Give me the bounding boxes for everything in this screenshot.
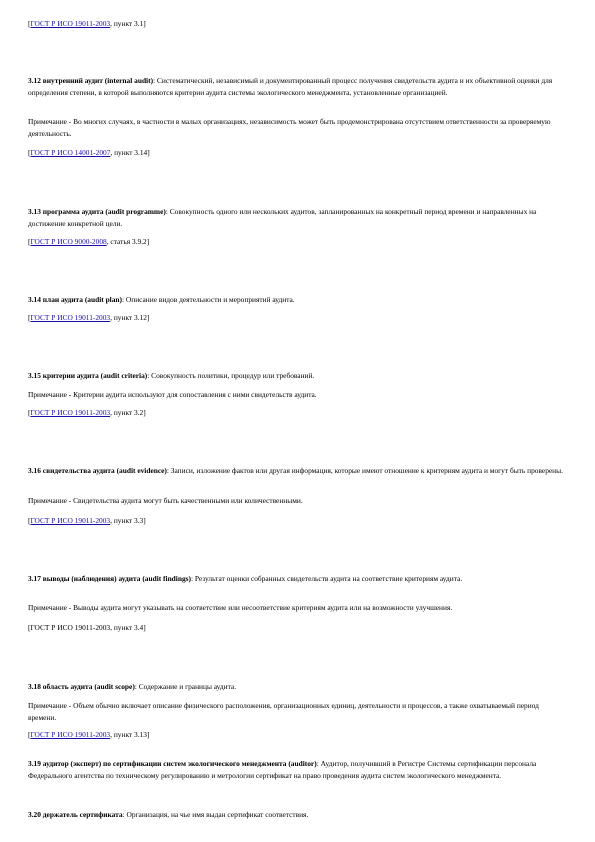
definition-3-15: 3.15 критерии аудита (audit criteria): Совокупность политики, процедур или требований. (28, 371, 315, 380)
definition-3-17: 3.17 выводы (наблюдения) аудита (audit findings): Результат оценки собранных свидетельств аудита на соответствие критериям аудита. (28, 574, 463, 583)
note: Примечание - Объем обычно включает описание физического расположения, организационных единиц, деятельности и процессов, а также охватываемый период времени. (28, 701, 539, 722)
note: Примечание - Выводы аудита могут указывать на соответствие или несоответствие критериям аудита или на возможности улучшения. (28, 603, 453, 612)
definition-3-14: 3.14 план аудита (audit plan): Описание видов деятельности и мероприятий аудита. (28, 295, 295, 304)
definition-3-16: 3.16 свидетельства аудита (audit evidence): Записи, изложение фактов или другая информация, которые имеют отношение к критериям аудита и могут быть проверены. (28, 466, 563, 475)
source-reference: [ГОСТ Р ИСО 19011-2003, пункт 3.12] (28, 313, 150, 322)
standard-link[interactable]: ГОСТ Р ИСО 19011-2003 (30, 730, 111, 739)
note: Примечание - Во многих случаях, в частности в малых организациях, независимость может быть продемонстрирована отсутствием ответственности за проверяемую деятельность. (28, 117, 551, 138)
definition-3-19: 3.19 аудитор (эксперт) по сертификации систем экологического менеджмента (auditor): Аудитор, получивший в Регистре Системы сертификации персонала Федерального агентства по техническому регулированию и метрологии сертификат на право проведения аудита систем экологического менеджмента. (28, 759, 537, 780)
source-reference: [ГОСТ Р ИСО 9000-2008, статья 3.9.2] (28, 237, 150, 246)
standard-link[interactable]: ГОСТ Р ИСО 19011-2003 (30, 19, 111, 28)
source-reference-plain: [ГОСТ Р ИСО 19011-2003, пункт 3.4] (28, 623, 146, 632)
definition-3-18: 3.18 область аудита (audit scope): Содержание и границы аудита. (28, 682, 237, 691)
note: Примечание - Свидетельства аудита могут быть качественными или количественными. (28, 496, 303, 505)
source-reference: [ГОСТ Р ИСО 14001-2007, пункт 3.14] (28, 148, 150, 157)
note: Примечание - Критерии аудита используют для сопоставления с ними свидетельств аудита. (28, 390, 317, 399)
definition-3-13: 3.13 программа аудита (audit programme): Совокупность одного или нескольких аудитов, запланированных на конкретный период времени и направленных на достижение конкретной цели. (28, 207, 537, 228)
standard-link[interactable]: ГОСТ Р ИСО 14001-2007 (30, 148, 111, 157)
standard-link[interactable]: ГОСТ Р ИСО 19011-2003 (30, 313, 111, 322)
standard-link[interactable]: ГОСТ Р ИСО 19011-2003 (30, 516, 111, 525)
source-reference: [ГОСТ Р ИСО 19011-2003, пункт 3.2] (28, 408, 146, 417)
standard-link[interactable]: ГОСТ Р ИСО 9000-2008 (30, 237, 107, 246)
definition-3-20: 3.20 держатель сертификата: Организация, на чье имя выдан сертификат соответствия. (28, 810, 309, 819)
standard-link[interactable]: ГОСТ Р ИСО 19011-2003 (30, 408, 111, 417)
definition-3-12: 3.12 внутренний аудит (internal audit): Систематический, независимый и документированный процесс получения свидетельств аудита и их объективной оценки для определения степени, в которой выполняются критерии аудита системы экологического менеджмента, установленные организацией. (28, 76, 553, 97)
source-reference: [ГОСТ Р ИСО 19011-2003, пункт 3.1] (28, 19, 146, 28)
source-reference: [ГОСТ Р ИСО 19011-2003, пункт 3.3] (28, 516, 146, 525)
source-reference: [ГОСТ Р ИСО 19011-2003, пункт 3.13] (28, 730, 150, 739)
